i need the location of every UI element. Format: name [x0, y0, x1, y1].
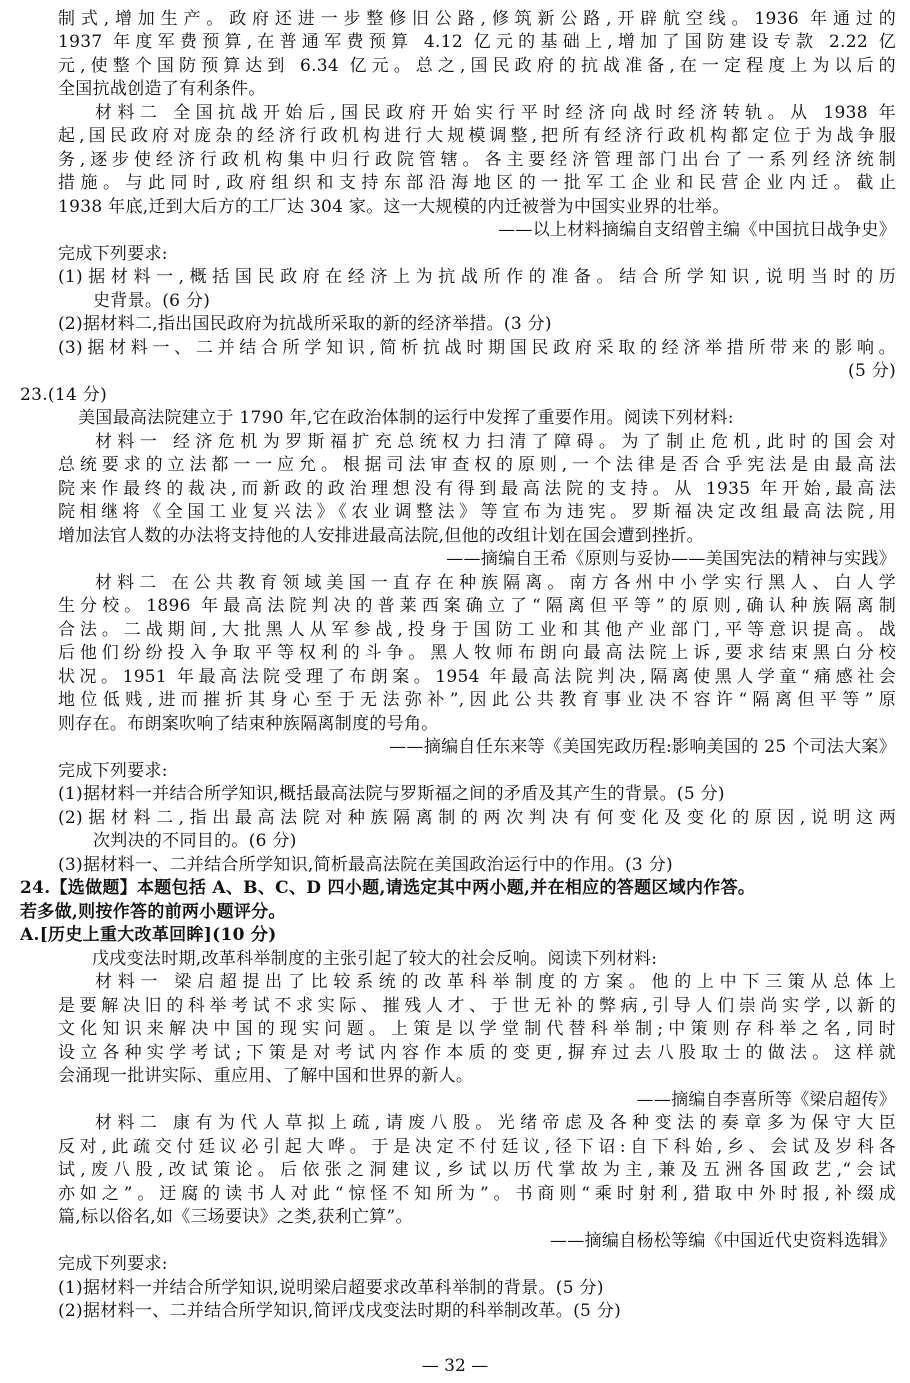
citation: ——摘编自杨松等编《中国近代史资料选辑》	[550, 1230, 896, 1251]
material-2-q22-line: 材料二 全国抗战开始后,国民政府开始实行平时经济向战时经济转轨。从 1938 年	[95, 102, 896, 123]
text-line: 全国抗战创造了有利条件。	[58, 79, 266, 100]
q24-instruction: 若多做,则按作答的前两小题评分。	[20, 901, 286, 922]
text-line: 会涌现一批讲实际、重应用、了解中国和世界的新人。	[58, 1066, 474, 1087]
question-item: (2)据材料二,指出国民政府为抗战所采取的新的经济举措。(3 分)	[58, 314, 552, 335]
text-line: 地位低贱,进而摧折其身心至于无法弥补”,因此公共教育事业决不容许“隔离但平等”原	[58, 690, 896, 711]
text-line: 文化知识来解决中国的现实问题。上策是以学堂制代替科举制;中策则存科举之名,同时	[58, 1019, 896, 1040]
text-line: 反对,此疏交付廷议必引起大哗。于是决定不付廷议,径下诏:自下科始,乡、会试及岁科各	[58, 1136, 896, 1157]
text-line: 制式,增加生产。政府还进一步整修旧公路,修筑新公路,开辟航空线。1936 年通过的	[58, 9, 896, 29]
text-line: 院相继将《全国工业复兴法》《农业调整法》等宣布为违宪。罗斯福决定改组最高法院,用	[58, 502, 896, 523]
text-line: 合法。二战期间,大批黑人从军参战,投身于国防工业和其他产业部门,平等意识提高。战	[58, 619, 896, 640]
question-item: (1)据材料一并结合所学知识,说明梁启超要求改革科举制的背景。(5 分)	[58, 1277, 604, 1298]
text-line: 增加法官人数的办法将支持他的人安排进最高法院,但他的改组计划在国会遭到挫折。	[58, 525, 704, 546]
text-line: 生分校。1896 年最高法院判决的普莱西案确立了“隔离但平等”的原则,确认种族隔离制	[58, 596, 896, 617]
text-line: 1937 年度军费预算,在普通军费预算 4.12 亿元的基础上,增加了国防建设专款 2.22 亿	[58, 32, 896, 53]
question-item: (2)据材料二,指出最高法院对种族隔离制的两次判决有何变化及变化的原因,说明这两	[58, 807, 896, 828]
citation: ——摘编自李喜所等《梁启超传》	[636, 1089, 896, 1110]
text-line: 措施。与此同时,政府组织和支持东部沿海地区的一批军工企业和民营企业内迁。截止	[58, 173, 896, 194]
text-line: 则存在。布朗案吹响了结束种族隔离制度的号角。	[58, 713, 439, 734]
material-1-q24a-line: 材料一 梁启超提出了比较系统的改革科举制度的方案。他的上中下三策从总体上	[95, 972, 896, 993]
text-line: 院来作最终的裁决,而新政的政治理想没有得到最高法院的支持。从 1935 年开始,最高法	[58, 478, 896, 499]
text-line: 起,国民政府对庞杂的经济行政机构进行大规模调整,把所有经济行政机构都定位于为战争服	[58, 126, 896, 147]
question-item: 史背景。(6 分)	[93, 290, 211, 311]
page-number: — 32 —	[421, 1356, 489, 1376]
text-line: 篇,标以俗名,如《三场要诀》之类,获利亡算”。	[58, 1207, 413, 1228]
text-line: 是要解决旧的科举考试不求实际、摧残人才、于世无补的弊病,引导人们崇尚实学,以新的	[58, 995, 896, 1016]
q23-intro: 美国最高法院建立于 1790 年,它在政治体制的运行中发挥了重要作用。阅读下列材料:	[78, 408, 734, 429]
text-line: 1938 年底,迁到大后方的工厂达 304 家。这一大规模的内迁被誉为中国实业界的壮举。	[58, 196, 730, 217]
text-line: 总统要求的立法都一一应允。根据司法审查权的原则,一个法律是否合乎宪法是由最高法	[58, 455, 896, 476]
material-2-q23-line: 材料二 在公共教育领域美国一直存在种族隔离。南方各州中小学实行黑人、白人学	[95, 572, 896, 593]
requirements-prompt: 完成下列要求:	[58, 1254, 168, 1275]
text-line: 元,使整个国防预算达到 6.34 亿元。总之,国民政府的抗战准备,在一定程度上为以后的	[58, 55, 896, 76]
question-item: (1)据材料一并结合所学知识,概括最高法院与罗斯福之间的矛盾及其产生的背景。(5 分)	[58, 784, 725, 805]
citation: ——以上材料摘编自支绍曾主编《中国抗日战争史》	[498, 220, 896, 241]
question-number-23: 23.(14 分)	[20, 384, 108, 405]
text-line: 务,逐步使经济行政机构集中归行政院管辖。各主要经济管理部门出台了一系列经济统制	[58, 149, 896, 170]
material-2-q24a-line: 材料二 康有为代人草拟上疏,请废八股。光绪帝虑及各种变法的奏章多为保守大臣	[95, 1113, 896, 1134]
text-line: 亦如之”。迂腐的读书人对此“惊怪不知所为”。书商则“乘时射利,猎取中外时报,补缀成	[58, 1183, 896, 1204]
text-line: 设立各种实学考试;下策是对考试内容作本质的变更,摒弃过去八股取士的做法。这样就	[58, 1042, 896, 1063]
question-item: (1)据材料一,概括国民政府在经济上为抗战所作的准备。结合所学知识,说明当时的历	[58, 267, 896, 288]
question-number-24: 24.【选做题】本题包括 A、B、C、D 四小题,请选定其中两小题,并在相应的答题区域内作答。	[20, 878, 756, 899]
citation: ——摘编自任东来等《美国宪政历程:影响美国的 25 个司法大案》	[389, 737, 896, 758]
question-item: 次判决的不同目的。(6 分)	[93, 831, 297, 852]
q24a-header: A.[历史上重大改革回眸](10 分)	[20, 925, 277, 946]
score-note: (5 分)	[848, 361, 896, 382]
material-1-q23-line: 材料一 经济危机为罗斯福扩充总统权力扫清了障碍。为了制止危机,此时的国会对	[95, 431, 896, 452]
text-line: 状况。1951 年最高法院受理了布朗案。1954 年最高法院判决,隔离使黑人学童“痛感社会	[58, 666, 896, 687]
requirements-prompt: 完成下列要求:	[58, 760, 168, 781]
citation: ——摘编自王希《原则与妥协——美国宪法的精神与实践》	[446, 549, 896, 570]
question-item: (3)据材料一、二并结合所学知识,简析抗战时期国民政府采取的经济举措所带来的影响。	[58, 337, 896, 358]
question-item: (2)据材料一、二并结合所学知识,简评戊戌变法时期的科举制改革。(5 分)	[58, 1301, 622, 1321]
q24a-intro: 戊戌变法时期,改革科举制度的主张引起了较大的社会反响。阅读下列材料:	[92, 948, 658, 969]
requirements-prompt: 完成下列要求:	[58, 243, 168, 264]
text-line: 试,废八股,改试策论。后依张之洞建议,乡试以历代掌故为主,兼及五洲各国政艺,“会试	[58, 1160, 896, 1181]
question-item: (3)据材料一、二并结合所学知识,简析最高法院在美国政治运行中的作用。(3 分)	[58, 854, 673, 875]
text-line: 后他们纷纷投入争取平等权利的斗争。黑人牧师布朗向最高法院上诉,要求结束黑白分校	[58, 643, 896, 664]
